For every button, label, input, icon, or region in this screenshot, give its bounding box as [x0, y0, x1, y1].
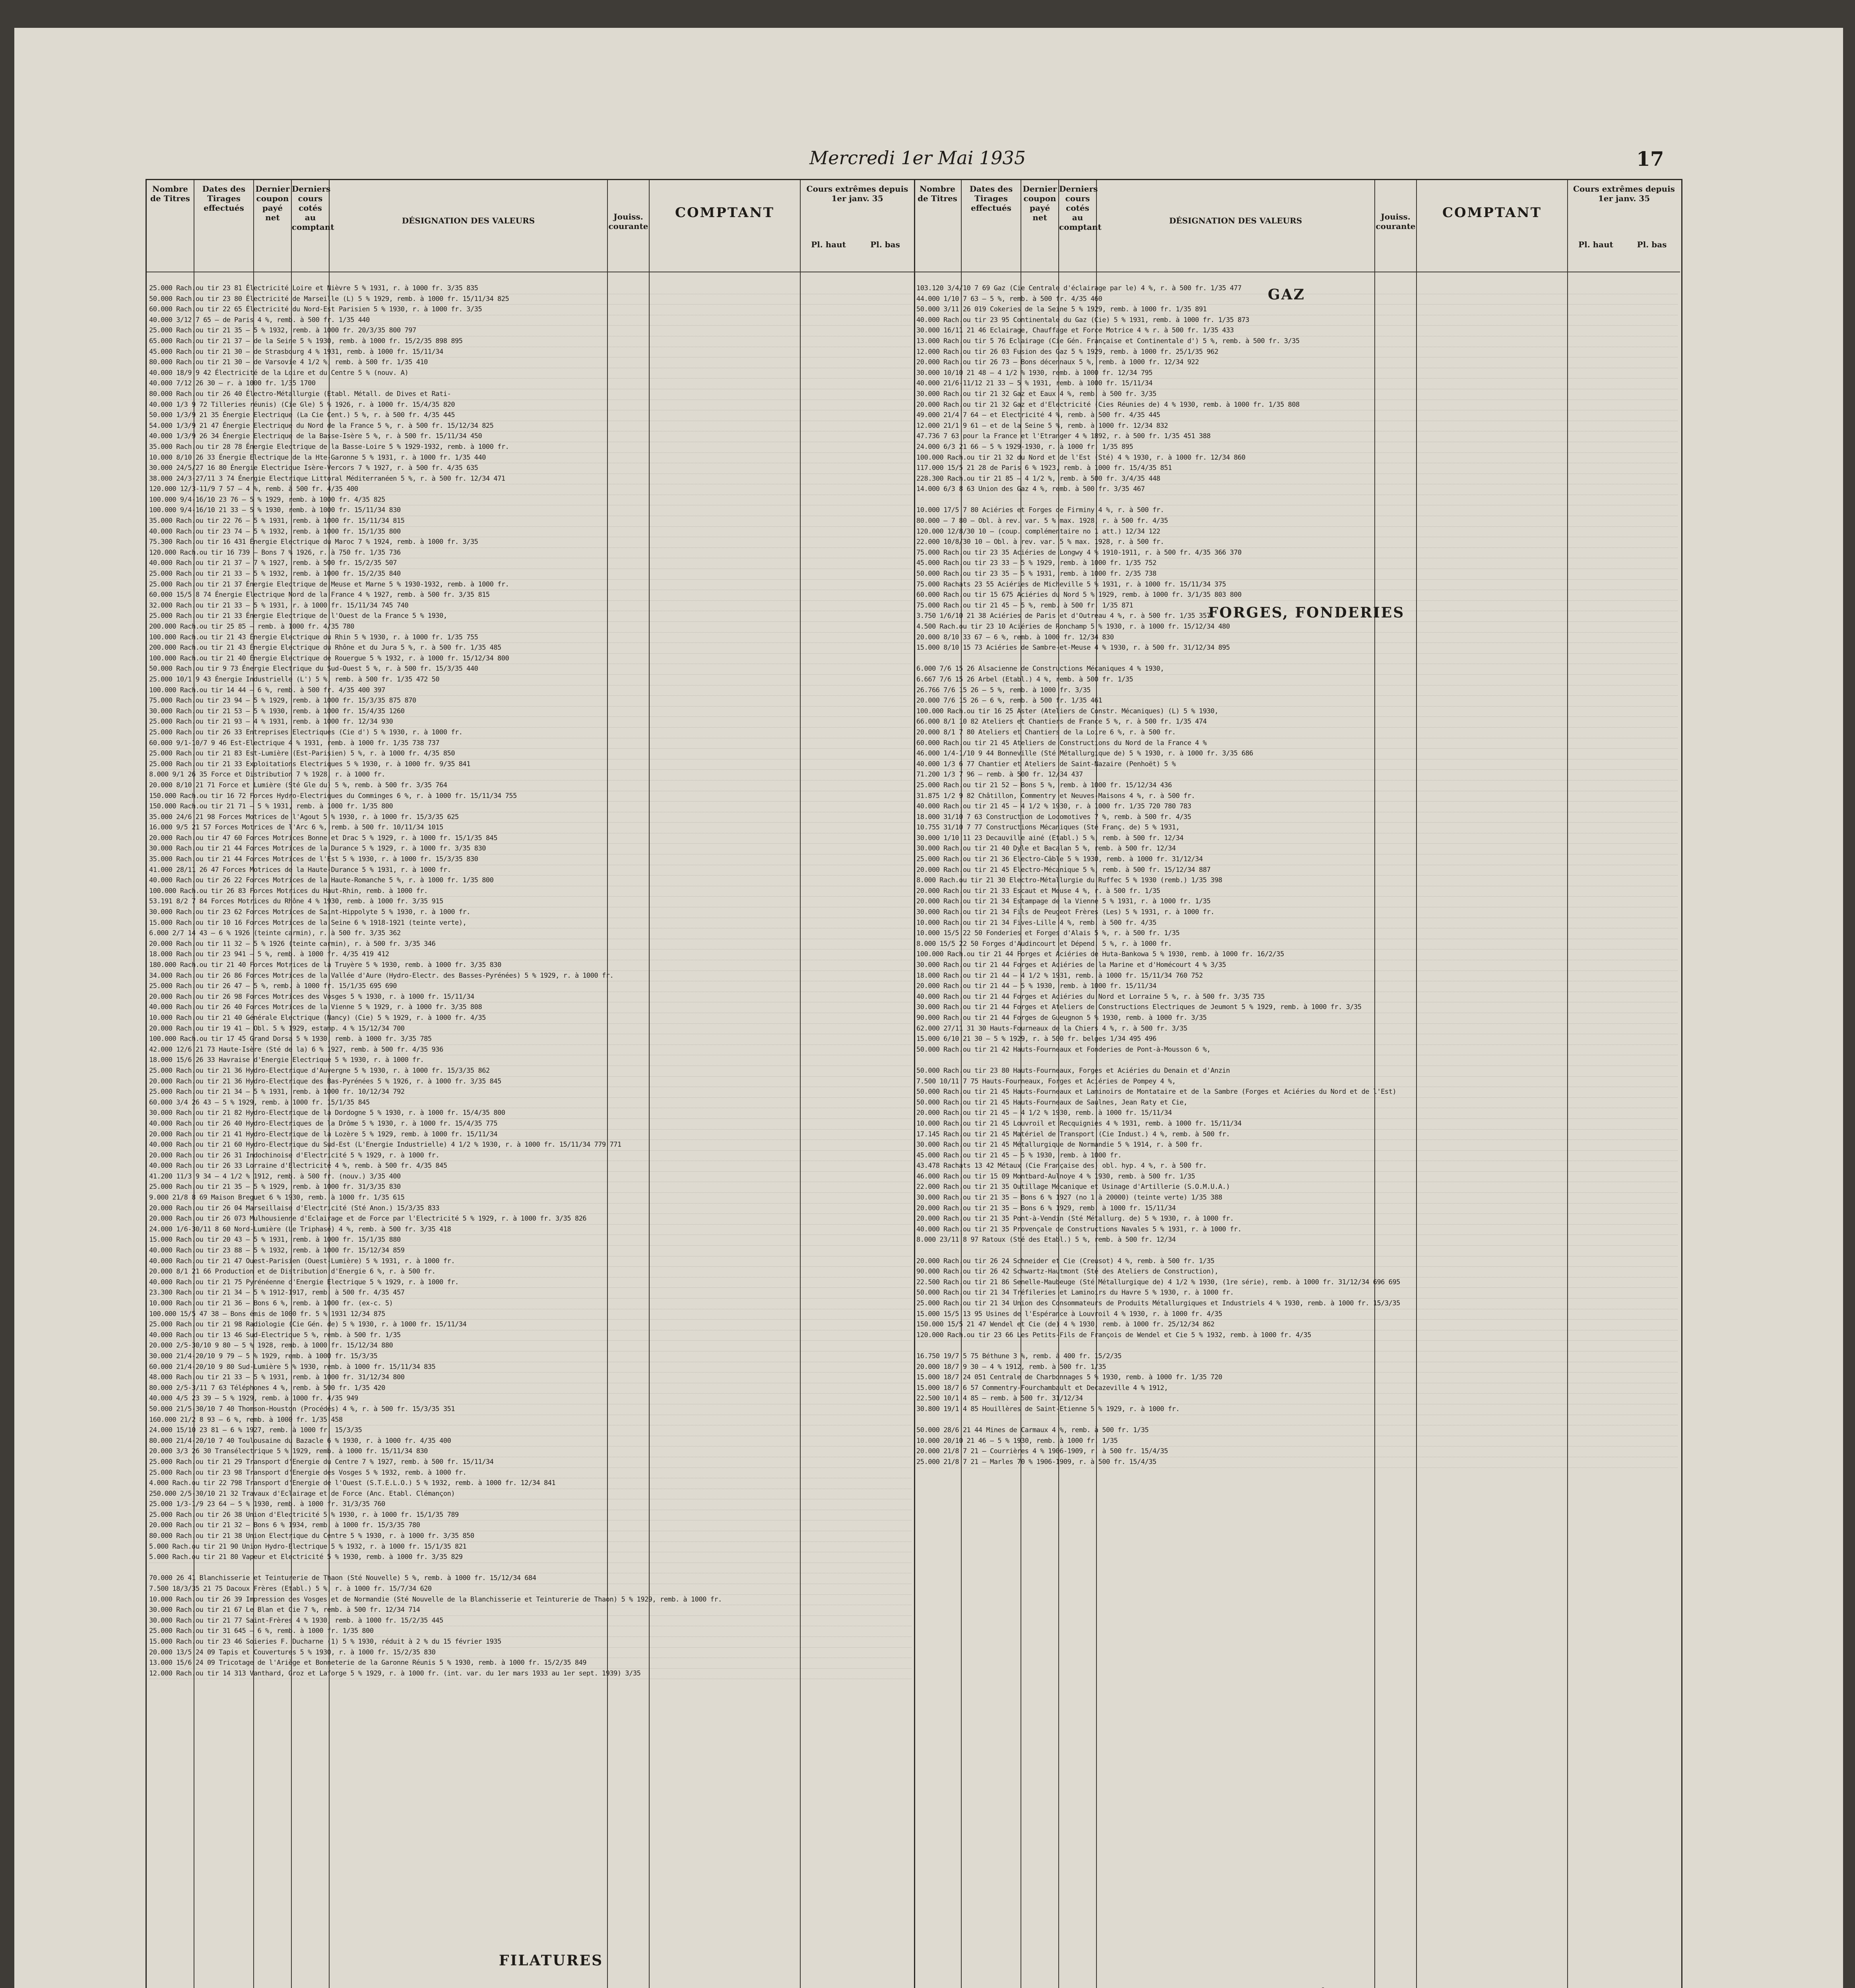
table-row: 8.000 9/1 26 35 Force et Distribution 7 % 1928, r. à 1000 fr. [149, 770, 912, 780]
table-row: 50.000 Rach.ou tir 23 35 — 5 % 1931, remb. à 1000 fr. 2/35 738 [916, 569, 1678, 580]
table-row: 50.000 1/3/9 21 35 Énergie Electrique (La Cie Cent.) 5 %, r. à 500 fr. 4/35 445 [149, 410, 912, 421]
table-row: 10.000 17/5 7 80 Aciéries et Forges de Firminy 4 %, r. à 500 fr. [916, 505, 1678, 516]
table-row: 15.000 6/10 21 30 — 5 % 1929, r. à 500 fr. belges 1/34 495 496 [916, 1034, 1678, 1045]
column-header: Derniers cours cotés au comptant [1059, 184, 1102, 232]
table-row: 30.000 Rach.ou tir 21 44 Forges et Ateliers de Constructions Electriques de Jeumont 5 % 1929, remb. à 1000 fr. 3/35 [916, 1002, 1678, 1013]
table-row: 40.000 Rach.ou tir 23 74 — 5 % 1932, remb. à 1000 fr. 15/1/35 800 [149, 527, 912, 538]
table-row: 25.000 10/1 9 43 Énergie Industrielle (L') 5 %, remb. à 500 fr. 1/35 472 50 [149, 675, 912, 685]
table-row: 22.500 Rach.ou tir 21 86 Senelle-Maubeuge (Sté Métallurgique de) 4 1/2 % 1930, (1re série), remb. à 1000 fr. 31/12/34 696 695 [916, 1277, 1678, 1288]
table-row: 25.000 Rach.ou tir 21 93 — 4 % 1931, remb. à 1000 fr. 12/34 930 [149, 717, 912, 728]
table-row: 20.000 Rach.ou tir 21 45 Electro-Mécanique 5 %, remb. à 500 fr. 15/12/34 887 [916, 865, 1678, 876]
table-row: 13.000 15/6 24 09 Tricotage de l'Ariège et Bonneterie de la Garonne Réunis 5 % 1930, remb. à 1000 fr. 15/2/35 849 [149, 1658, 912, 1669]
table-row: 10.000 Rach.ou tir 26 39 Impression des Vosges et de Normandie (Sté Nouvelle de la Blanchisserie et Teinturerie de Thaon) 5 % 1929, remb. à 1000 fr. [149, 1595, 912, 1606]
table-row: 20.000 Rach.ou tir 21 32 — Bons 6 % 1934, remb. à 1000 fr. 15/3/35 780 [149, 1520, 912, 1531]
table-row: 60.000 Rach.ou tir 15 675 Aciéries du Nord 5 % 1929, remb. à 1000 fr. 3/1/35 803 800 [916, 590, 1678, 601]
table-row: 100.000 Rach.ou tir 26 83 Forces Motrices du Haut-Rhin, remb. à 1000 fr. [149, 886, 912, 897]
table-row: 17.145 Rach.ou tir 21 45 Matériel de Transport (Cie Indust.) 4 %, remb. à 500 fr. [916, 1130, 1678, 1140]
table-row: 6.667 7/6 15 26 Arbel (Etabl.) 4 %, remb. à 500 fr. 1/35 [916, 675, 1678, 685]
table-row: 24.000 1/6-30/11 8 60 Nord-Lumière (Le Triphasé) 4 %, remb. à 500 fr. 3/35 418 [149, 1225, 912, 1235]
table-row: 20.000 Rach.ou tir 26 24 Schneider et Cie (Creusot) 4 %, remb. à 500 fr. 1/35 [916, 1256, 1678, 1267]
table-row: 45.000 Rach.ou tir 21 45 — 5 % 1930, remb. à 1000 fr. [916, 1151, 1678, 1161]
table-row: 32.000 Rach.ou tir 21 33 — 5 % 1931, r. à 1000 fr. 15/11/34 745 740 [149, 601, 912, 612]
table-row: 25.000 Rach.ou tir 26 47 — 5 %, remb. à 1000 fr. 15/1/35 695 690 [149, 981, 912, 992]
table-row: 100.000 Rach.ou tir 21 43 Énergie Electrique du Rhin 5 % 1930, r. à 1000 fr. 1/35 755 [149, 633, 912, 643]
table-row: 60.000 21/4-20/10 9 80 Sud-Lumière 5 % 1930, remb. à 1000 fr. 15/11/34 835 [149, 1362, 912, 1373]
right-half-table [914, 180, 1680, 1988]
table-row: 42.000 12/6 21 73 Haute-Isère (Sté de la) 6 % 1927, remb. à 500 fr. 4/35 936 [149, 1045, 912, 1056]
table-row: 20.000 18/7 9 30 — 4 % 1912, remb. à 500 fr. 1/35 [916, 1362, 1678, 1373]
table-row: 15.000 Rach.ou tir 20 43 — 5 % 1931, remb. à 1000 fr. 15/1/35 880 [149, 1235, 912, 1246]
table-row: 20.000 Rach.ou tir 26 98 Forces Motrices des Vosges 5 % 1930, r. à 1000 fr. 15/11/34 [149, 992, 912, 1003]
table-row [916, 654, 1678, 664]
table-row: 5.000 Rach.ou tir 21 80 Vapeur et Electricité 5 % 1930, remb. à 1000 fr. 3/35 829 [149, 1552, 912, 1563]
table-row: 35.000 Rach.ou tir 21 44 Forces Motrices de l'Est 5 % 1930, r. à 1000 fr. 15/3/35 830 [149, 854, 912, 865]
table-row: 54.000 1/3/9 21 47 Énergie Electrique du Nord de la France 5 %, r. à 500 fr. 15/12/34 825 [149, 421, 912, 432]
table-row: 40.000 Rach.ou tir 21 60 Hydro-Electrique du Sud-Est (L'Energie Industrielle) 4 1/2 % 1930, r. à 1000 fr. 15/11/34 779 771 [149, 1140, 912, 1151]
table-row: 8.000 Rach.ou tir 21 30 Electro-Métallurgie du Ruffec 5 % 1930 (remb.) 1/35 398 [916, 876, 1678, 886]
table-row: 60.000 Rach.ou tir 22 65 Électricité du Nord-Est Parisien 5 % 1930, r. à 1000 fr. 3/35 [149, 305, 912, 315]
table-row: 25.000 Rach.ou tir 21 33 Exploitations Electriques 5 % 1930, r. à 1000 fr. 9/35 841 [149, 759, 912, 770]
table-row: 15.000 Rach.ou tir 23 46 Soieries F. Ducharne (1) 5 % 1930, réduit à 2 % du 15 février 1935 [149, 1637, 912, 1648]
table-row: 30.000 Rach.ou tir 21 45 Métallurgique de Normandie 5 % 1914, r. à 500 fr. [916, 1140, 1678, 1151]
table-row: 35.000 Rach.ou tir 22 76 — 5 % 1931, remb. à 1000 fr. 15/11/34 815 [149, 516, 912, 527]
table-row: 50.000 3/11 26 019 Cokeries de la Seine 5 % 1929, remb. à 1000 fr. 1/35 891 [916, 305, 1678, 315]
table-row: 60.000 15/5 8 74 Énergie Electrique Nord de la France 4 % 1927, remb. à 500 fr. 3/35 815 [149, 590, 912, 601]
table-row: 12.000 21/1 9 61 — et de la Seine 5 %, remb. à 1000 fr. 12/34 832 [916, 421, 1678, 432]
table-row: 150.000 Rach.ou tir 21 71 — 5 % 1931, remb. à 1000 fr. 1/35 800 [149, 802, 912, 812]
table-row: 40.000 1/3/9 26 34 Énergie Electrique de la Basse-Isère 5 %, r. à 500 fr. 15/11/34 450 [149, 431, 912, 442]
table-row: 20.000 Rach.ou tir 21 44 — 5 % 1930, remb. à 1000 fr. 15/11/34 [916, 981, 1678, 992]
column-header: Dernier coupon payé net [1023, 184, 1057, 222]
table-row: 25.000 1/3-1/9 23 64 — 5 % 1930, remb. à 1000 fr. 31/3/35 760 [149, 1499, 912, 1510]
table-row: 18.000 31/10 7 63 Construction de Locomotives 7 %, remb. à 500 fr. 4/35 [916, 812, 1678, 823]
table-row: 40.000 4/5 23 39 — 5 % 1929, remb. à 1000 fr. 4/35 949 [149, 1394, 912, 1404]
table-row: 20.000 Rach.ou tir 19 41 — Obl. 5 % 1929, estamp. 4 % 15/12/34 700 [149, 1024, 912, 1035]
table-row: 10.000 Rach.ou tir 21 40 Générale Electrique (Nancy) (Cie) 5 % 1929, r. à 1000 fr. 4/35 [149, 1013, 912, 1024]
table-row: 16.000 9/5 21 57 Forces Motrices de l'Arc 6 %, remb. à 500 fr. 10/11/34 1015 [149, 823, 912, 833]
table-row: 80.000 21/4-20/10 7 40 Toulousaine du Bazacle 6 % 1930, r. à 1000 fr. 4/35 400 [149, 1436, 912, 1447]
table-row: 26.766 7/6 15 26 — 5 %, remb. à 1000 fr. 3/35 [916, 685, 1678, 696]
table-row: 10.000 8/10 26 33 Énergie Electrique de la Hte-Garonne 5 % 1931, r. à 1000 fr. 1/35 440 [149, 453, 912, 464]
table-row: 25.000 Rach.ou tir 21 98 Radiologie (Cie Gén. de) 5 % 1930, r. à 1000 fr. 15/11/34 [149, 1320, 912, 1330]
section-forges: FORGES, FONDERIES [1208, 604, 1405, 621]
table-row: 100.000 Rach.ou tir 16 25 Aster (Ateliers de Constr. Mécaniques) (L) 5 % 1930, [916, 707, 1678, 717]
table-row: 30.000 Rach.ou tir 21 67 Le Blan et Cie 7 %, remb. à 500 fr. 12/34 714 [149, 1605, 912, 1616]
table-row: 75.000 Rach.ou tir 21 45 — 5 %, remb. à 500 fr. 1/35 871 [916, 601, 1678, 612]
table-row: 100.000 9/4-16/10 23 76 — 5 % 1929, remb. à 1000 fr. 4/35 825 [149, 495, 912, 506]
table-row: 25.000 Rach.ou tir 21 36 Electro-Câble 5 % 1930, remb. à 1000 fr. 31/12/34 [916, 854, 1678, 865]
table-row: 18.000 Rach.ou tir 21 44 — 4 1/2 % 1931, remb. à 1000 fr. 15/11/34 760 752 [916, 971, 1678, 982]
table-row: 12.000 Rach.ou tir 14 313 Vanthard, Groz et Laforge 5 % 1929, r. à 1000 fr. (int. var. du 1er mars 1933 au 1er sept. 1939) 3/35 [149, 1669, 912, 1679]
table-row: 75.000 Rach.ou tir 23 94 — 5 % 1929, remb. à 1000 fr. 15/3/35 875 870 [149, 696, 912, 707]
table-row: 38.000 24/3-27/11 3 74 Énergie Electrique Littoral Méditerranéen 5 %, r. à 500 fr. 12/34 471 [149, 474, 912, 485]
table-row: 25.000 Rach.ou tir 31 645 — 6 %, remb. à 1000 fr. 1/35 800 [149, 1626, 912, 1637]
table-row: 40.000 Rach.ou tir 21 37 — 7 % 1927, remb. à 500 fr. 15/2/35 507 [149, 558, 912, 569]
table-row: 50.000 Rach.ou tir 21 34 Tréfileries et Laminoirs du Havre 5 % 1930, r. à 1000 fr. [916, 1288, 1678, 1299]
column-header: Pl. bas [870, 240, 900, 249]
column-header: Derniers cours cotés au comptant [292, 184, 334, 232]
securities-table [146, 179, 1682, 1988]
table-row: 40.000 Rach.ou tir 13 46 Sud-Electrique 5 %, remb. à 500 fr. 1/35 [149, 1330, 912, 1341]
table-row: 8.000 15/5 22 50 Forges d'Audincourt et Dépend. 5 %, r. à 1000 fr. [916, 939, 1678, 950]
left-half-table [147, 180, 915, 1988]
table-row: 25.000 Rach.ou tir 21 37 Énergie Electrique de Meuse et Marne 5 % 1930-1932, remb. à 1000 fr. [149, 580, 912, 590]
table-row: 25.000 Rach.ou tir 23 81 Électricité Loire et Nièvre 5 % 1931, r. à 1000 fr. 3/35 835 [149, 283, 912, 294]
table-row: 20.000 Rach.ou tir 26 04 Marseillaise d'Electricité (Sté Anon.) 15/3/35 833 [149, 1204, 912, 1214]
table-row: 40.000 3/12 7 65 — de Paris 4 %, remb. à 500 fr. 1/35 440 [149, 315, 912, 326]
table-row: 65.000 Rach.ou tir 21 37 — de la Seine 5 % 1930, remb. à 1000 fr. 15/2/35 898 895 [149, 336, 912, 347]
table-row: 48.000 Rach.ou tir 21 33 — 5 % 1931, remb. à 1000 fr. 31/12/34 800 [149, 1373, 912, 1383]
table-row [916, 1246, 1678, 1256]
table-row [916, 1055, 1678, 1066]
table-row: 20.000 Rach.ou tir 21 33 Escaut et Meuse 4 %, r. à 500 fr. 1/35 [916, 886, 1678, 897]
table-row: 16.750 19/7 5 75 Béthune 3 %, remb. à 400 fr. 15/2/35 [916, 1351, 1678, 1362]
table-row: 40.000 Rach.ou tir 21 44 Forges et Aciéries du Nord et Lorraine 5 %, r. à 500 fr. 3/35 735 [916, 992, 1678, 1003]
table-row: 25.000 Rach.ou tir 21 29 Transport d'Energie du Centre 7 % 1927, remb. à 500 fr. 15/11/34 [149, 1457, 912, 1468]
table-row: 3.750 1/6/10 21 38 Aciéries de Paris et d'Outreau 4 %, r. à 500 fr. 1/35 357 [916, 611, 1678, 622]
table-row: 75.300 Rach.ou tir 16 431 Énergie Electrique du Maroc 7 % 1924, remb. à 1000 fr. 3/35 [149, 537, 912, 548]
column-header: Pl. bas [1637, 240, 1667, 249]
table-row: 80.000 Rach.ou tir 21 30 — de Varsovie 4 1/2 %, remb. à 500 fr. 1/35 410 [149, 357, 912, 368]
table-row: 25.000 Rach.ou tir 23 98 Transport d'Energie des Vosges 5 % 1932, remb. à 1000 fr. [149, 1468, 912, 1479]
table-row: 20.000 21/8 7 21 — Courrières 4 % 1906-1909, r. à 500 fr. 15/4/35 [916, 1446, 1678, 1457]
table-row: 100.000 15/5 47 38 — Bons émis de 1000 fr. 5 % 1931 12/34 875 [149, 1309, 912, 1320]
table-row: 180.000 Rach.ou tir 21 40 Forces Motrices de la Truyère 5 % 1930, remb. à 1000 fr. 3/35 830 [149, 960, 912, 971]
table-row: 20.000 Rach.ou tir 21 35 — Bons 6 % 1929, remb. à 1000 fr. 15/11/34 [916, 1204, 1678, 1214]
table-row: 12.000 Rach.ou tir 26 03 Fusion des Gaz 5 % 1929, remb. à 1000 fr. 25/1/35 962 [916, 347, 1678, 358]
table-row: 25.000 Rach.ou tir 21 34 Union des Consommateurs de Produits Métallurgiques et Industriels 4 % 1930, remb. à 1000 fr. 15/3/35 [916, 1299, 1678, 1309]
table-row: 30.000 16/11 21 46 Eclairage, Chauffage et Force Motrice 4 % r. à 500 fr. 1/35 433 [916, 326, 1678, 336]
column-header: COMPTANT [675, 205, 775, 221]
table-row: 25.000 Rach.ou tir 21 36 Hydro-Electrique d'Auvergne 5 % 1930, r. à 1000 fr. 15/3/35 862 [149, 1066, 912, 1077]
table-row: 20.000 Rach.ou tir 21 36 Hydro-Electrique des Bas-Pyrénées 5 % 1926, r. à 1000 fr. 3/35 845 [149, 1077, 912, 1087]
table-row: 100.000 9/4-16/10 21 33 — 5 % 1930, remb. à 1000 fr. 15/11/34 830 [149, 505, 912, 516]
table-row: 31.875 1/2 9 82 Châtillon, Commentry et Neuves-Maisons 4 %, r. à 500 fr. [916, 791, 1678, 802]
table-row: 40.000 Rach.ou tir 23 95 Continentale du Gaz (Cie) 5 % 1931, remb. à 1000 fr. 1/35 873 [916, 315, 1678, 326]
table-row: 10.755 31/10 7 77 Constructions Mécaniques (Sté Franç. de) 5 % 1931, [916, 823, 1678, 833]
table-row: 90.000 Rach.ou tir 21 44 Forges de Gueugnon 5 % 1930, remb. à 1000 fr. 3/35 [916, 1013, 1678, 1024]
table-row: 10.000 Rach.ou tir 21 45 Louvroil et Recquignies 4 % 1931, remb. à 1000 fr. 15/11/34 [916, 1119, 1678, 1130]
table-row: 40.000 Rach.ou tir 26 22 Forces Motrices de la Haute-Romanche 5 %, r. à 1000 fr. 1/35 800 [149, 876, 912, 886]
table-row: 62.000 27/11 31 30 Hauts-Fourneaux de la Chiers 4 %, r. à 500 fr. 3/35 [916, 1024, 1678, 1035]
column-header: Cours extrêmes depuis 1er janv. 35 [806, 184, 908, 203]
column-header: Pl. haut [811, 240, 846, 249]
table-row: 24.000 6/3 21 66 — 5 % 1929-1930, r. à 1000 fr. 1/35 895 [916, 442, 1678, 453]
table-row: 100.000 Rach.ou tir 21 40 Énergie Electrique de Rouergue 5 % 1932, r. à 1000 fr. 15/12/34 800 [149, 654, 912, 664]
table-row: 250.000 2/5-30/10 21 32 Travaux d'Eclairage et de Force (Anc. Etabl. Clémançon) [149, 1489, 912, 1500]
table-row: 50.000 Rach.ou tir 21 45 Hauts-Fourneaux de Saulnes, Jean Raty et Cie, [916, 1098, 1678, 1109]
table-row: 40.000 Rach.ou tir 21 35 Provençale de Constructions Navales 5 % 1931, r. à 1000 fr. [916, 1225, 1678, 1235]
table-row: 6.000 2/7 14 43 — 6 % 1926 (teinte carmin), r. à 500 fr. 3/35 362 [149, 928, 912, 939]
table-row: 20.000 8/10 21 71 Force et Lumière (Sté Gle du) 5 %, remb. à 500 fr. 3/35 764 [149, 780, 912, 791]
table-row: 150.000 Rach.ou tir 16 72 Forces Hydro-Electriques du Comminges 6 %, r. à 1000 fr. 15/11/34 755 [149, 791, 912, 802]
column-header: Jouiss. courante [1376, 212, 1416, 231]
table-row: 23.300 Rach.ou tir 21 34 — 5 % 1912-1917, remb. à 500 fr. 4/35 457 [149, 1288, 912, 1299]
table-row: 20.000 Rach.ou tir 21 32 Gaz et d'Electricité (Cies Réunies de) 4 % 1930, remb. à 1000 fr. 1/35 808 [916, 400, 1678, 411]
table-row: 34.000 Rach.ou tir 26 86 Forces Motrices de la Vallée d'Aure (Hydro-Electr. des Basses-Pyrénées) 5 % 1929, r. à 1000 fr. [149, 971, 912, 982]
table-row: 46.000 1/4-1/10 9 44 Bonneville (Sté Métallurgique de) 5 % 1930, r. à 1000 fr. 3/35 686 [916, 749, 1678, 759]
table-row: 160.000 21/2 8 93 — 6 %, remb. à 1000 fr. 1/35 458 [149, 1415, 912, 1426]
column-header: Cours extrêmes depuis 1er janv. 35 [1573, 184, 1675, 203]
table-row: 40.000 18/9 9 42 Électricité de la Loire et du Centre 5 % (nouv. A) [149, 368, 912, 379]
table-row: 30.000 10/10 21 48 — 4 1/2 % 1930, remb. à 1000 fr. 12/34 795 [916, 368, 1678, 379]
section-filatures: FILATURES [499, 1952, 603, 1969]
table-row: 200.000 Rach.ou tir 25 85 — remb. à 1000 fr. 4/35 780 [149, 622, 912, 633]
table-row: 60.000 Rach.ou tir 21 45 Ateliers de Constructions du Nord de la France 4 % [916, 738, 1678, 749]
table-row: 60.000 3/4 26 43 — 5 % 1929, remb. à 1000 fr. 15/1/35 845 [149, 1098, 912, 1109]
table-row: 50.000 Rach.ou tir 23 80 Électricité de Marseille (L) 5 % 1929, remb. à 1000 fr. 15/11/34 825 [149, 294, 912, 305]
table-row: 25.000 Rach.ou tir 21 33 Énergie Electrique de l'Ouest de la France 5 % 1930, [149, 611, 912, 622]
table-row: 25.000 Rach.ou tir 26 38 Union d'Electricité 5 % 1930, r. à 1000 fr. 15/1/35 789 [149, 1510, 912, 1521]
table-row: 50.000 Rach.ou tir 9 73 Énergie Electrique du Sud-Ouest 5 %, r. à 500 fr. 15/3/35 440 [149, 664, 912, 675]
table-row: 200.000 Rach.ou tir 21 43 Énergie Electrique du Rhône et du Jura 5 %, r. à 500 fr. 1/35 485 [149, 643, 912, 654]
table-row: 40.000 Rach.ou tir 21 47 Ouest-Parisien (Ouest-Lumière) 5 % 1931, r. à 1000 fr. [149, 1256, 912, 1267]
table-row: 50.000 Rach.ou tir 21 42 Hauts-Fourneaux et Fonderies de Pont-à-Mousson 6 %, [916, 1045, 1678, 1056]
table-row: 40.000 1/3 6 77 Chantier et Ateliers de Saint-Nazaire (Penhoët) 5 % [916, 759, 1678, 770]
column-header: DÉSIGNATION DES VALEURS [1169, 216, 1302, 225]
table-row: 30.000 Rach.ou tir 21 44 Forges et Aciéries de la Marine et d'Homécourt 4 % 3/35 [916, 960, 1678, 971]
table-row: 25.000 Rach.ou tir 21 35 — 5 % 1929, remb. à 1000 fr. 31/3/35 830 [149, 1182, 912, 1193]
table-row: 80.000 Rach.ou tir 21 38 Union Electrique du Centre 5 % 1930, r. à 1000 fr. 3/35 850 [149, 1531, 912, 1542]
table-row: 5.000 Rach.ou tir 21 90 Union Hydro-Electrique 5 % 1932, r. à 1000 fr. 15/1/35 821 [149, 1542, 912, 1553]
table-row: 35.000 Rach.ou tir 28 78 Énergie Electrique de la Basse-Loire 5 % 1929-1932, remb. à 1000 fr. [149, 442, 912, 453]
table-row: 103.120 3/4/10 7 69 Gaz (Cie Centrale d'éclairage par le) 4 %, r. à 500 fr. 1/35 477 [916, 283, 1678, 294]
table-row: 15.000 18/7 24 051 Centrale de Charbonnages 5 % 1930, remb. à 1000 fr. 1/35 720 [916, 1373, 1678, 1383]
table-row: 4.000 Rach.ou tir 22 798 Transport d'Energie de l'Ouest (S.T.E.L.O.) 5 % 1932, remb. à 1000 fr. 12/34 841 [149, 1478, 912, 1489]
table-row: 40.000 Rach.ou tir 26 40 Hydro-Electriques de la Drôme 5 % 1930, r. à 1000 fr. 15/4/35 775 [149, 1119, 912, 1130]
table-row: 30.000 Rach.ou tir 21 77 Saint-Frères 4 % 1930, remb. à 1000 fr. 15/2/35 445 [149, 1616, 912, 1627]
table-row: 40.000 1/3 9 72 Tilleries réunis) (Cie Gle) 5 % 1926, r. à 1000 fr. 15/4/35 820 [149, 400, 912, 411]
table-row: 120.000 12/3-11/9 7 57 — 4 %, remb. à 500 fr. 4/35 400 [149, 484, 912, 495]
table-row: 43.478 Rachats 13 42 Métaux (Cie Française des) obl. hyp. 4 %, r. à 500 fr. [916, 1161, 1678, 1172]
left-rows [149, 283, 912, 1679]
table-row: 15.000 18/7 6 57 Commentry-Fourchambault et Decazeville 4 % 1912, [916, 1383, 1678, 1394]
table-row: 30.000 Rach.ou tir 21 34 Fils de Peugeot Frères (Les) 5 % 1931, r. à 1000 fr. [916, 907, 1678, 918]
table-row: 45.000 Rach.ou tir 23 33 — 5 % 1929, remb. à 1000 fr. 1/35 752 [916, 558, 1678, 569]
table-row: 75.000 Rach.ou tir 23 35 Aciéries de Longwy 4 % 1910-1911, r. à 500 fr. 4/35 366 370 [916, 548, 1678, 559]
table-row: 15.000 8/10 15 73 Aciéries de Sambre-et-Meuse 4 % 1930, r. à 500 fr. 31/12/34 895 [916, 643, 1678, 654]
table-row: 35.000 24/6 21 98 Forces Motrices de l'Agout 5 % 1930, r. à 1000 fr. 15/3/35 625 [149, 812, 912, 823]
table-row: 80.000 Rach.ou tir 26 40 Électro-Métallurgie (Etabl. Métall. de Dives et Rati- [149, 389, 912, 400]
table-row: 20.000 Rach.ou tir 11 32 — 5 % 1926 (teinte carmin), r. à 500 fr. 3/35 346 [149, 939, 912, 950]
table-row: 30.000 21/4-20/10 9 79 — 5 % 1929, remb. à 1000 fr. 15/3/35 [149, 1351, 912, 1362]
table-row: 25.000 Rach.ou tir 21 83 Est-Lumière (Est-Parisien) 5 %, r. à 1000 fr. 4/35 850 [149, 749, 912, 759]
table-row: 47.736 7 63 pour la France et l'Etranger 4 % 1892, r. à 500 fr. 1/35 451 388 [916, 431, 1678, 442]
right-rows [916, 283, 1678, 1468]
table-row: 53.191 8/2 7 84 Forces Motrices du Rhône 4 % 1930, remb. à 1000 fr. 3/35 915 [149, 897, 912, 907]
table-row: 40.000 7/12 26 30 — r. à 1000 fr. 1/35 1700 [149, 379, 912, 389]
table-row: 50.000 21/5-30/10 7 40 Thomson-Houston (Procédés) 4 %, r. à 500 fr. 15/3/35 351 [149, 1404, 912, 1415]
table-row: 10.000 Rach.ou tir 21 34 Fives-Lille 4 %, remb. à 500 fr. 4/35 [916, 918, 1678, 929]
table-row: 7.500 18/3/35 21 75 Dacoux Frères (Etabl.) 5 %, r. à 1000 fr. 15/7/34 620 [149, 1584, 912, 1595]
page-date: Mercredi 1er Mai 1935 [809, 147, 1026, 169]
table-row: 22.500 10/1 4 85 — remb. à 500 fr. 31/12/34 [916, 1394, 1678, 1404]
table-row: 25.000 Rach.ou tir 21 52 — Bons 5 %, remb. à 1000 fr. 15/12/34 436 [916, 780, 1678, 791]
table-row: 20.000 8/1 7 80 Ateliers et Chantiers de la Loire 6 %, r. à 500 fr. [916, 728, 1678, 738]
table-row: 117.000 15/5 21 28 de Paris 6 % 1923, remb. à 1000 fr. 15/4/35 851 [916, 463, 1678, 474]
table-row: 25.000 Rach.ou tir 21 34 — 5 % 1931, remb. à 1000 fr. 10/12/34 792 [149, 1087, 912, 1098]
table-row: 10.000 Rach.ou tir 21 36 — Bons 6 %, remb. à 1000 fr. (ex-c. 5) [149, 1299, 912, 1309]
column-header: Dates des Tirages effectués [969, 184, 1013, 213]
table-row: 30.000 Rach.ou tir 21 53 — 5 % 1930, remb. à 1000 fr. 15/4/35 1260 [149, 707, 912, 717]
table-row: 8.000 23/11 8 97 Ratoux (Sté des Etabl.) 5 %, remb. à 500 fr. 12/34 [916, 1235, 1678, 1246]
table-row: 30.000 Rach.ou tir 21 35 — Bons 6 % 1927 (no 1 à 20000) (teinte verte) 1/35 388 [916, 1193, 1678, 1204]
table-row: 20.000 8/1 21 66 Production et de Distribution d'Energie 6 %, r. à 500 fr. [149, 1267, 912, 1277]
table-row: 40.000 Rach.ou tir 23 88 — 5 % 1932, remb. à 1000 fr. 15/12/34 859 [149, 1246, 912, 1256]
table-row: 20.000 Rach.ou tir 21 41 Hydro-Electrique de la Lozère 5 % 1929, remb. à 1000 fr. 15/11/34 [149, 1130, 912, 1140]
table-row: 15.000 Rach.ou tir 10 16 Forces Motrices de la Seine 6 % 1918-1921 (teinte verte), [149, 918, 912, 929]
page-number: 17 [1636, 147, 1664, 171]
table-row: 10.000 20/10 21 46 — 5 % 1930, remb. à 1000 fr. 1/35 [916, 1436, 1678, 1447]
table-row: 228.300 Rach.ou tir 21 85 — 4 1/2 %, remb. à 500 fr. 3/4/35 448 [916, 474, 1678, 485]
table-row: 40.000 21/6-11/12 21 33 — 5 % 1931, remb. à 1000 fr. 15/11/34 [916, 379, 1678, 389]
table-row: 10.000 15/5 22 50 Fonderies et Forges d'Alais 5 %, r. à 500 fr. 1/35 [916, 928, 1678, 939]
table-row: 40.000 Rach.ou tir 21 75 Pyrénéenne d'Energie Electrique 5 % 1929, r. à 1000 fr. [149, 1277, 912, 1288]
table-row: 30.000 Rach.ou tir 21 40 Dyle et Bacalan 5 %, remb. à 500 fr. 12/34 [916, 844, 1678, 854]
table-row: 41.200 11/3 9 34 — 4 1/2 % 1912, remb. à 500 fr. (nouv.) 3/35 400 [149, 1172, 912, 1182]
table-row: 20.000 Rach.ou tir 21 34 Estampage de la Vienne 5 % 1931, r. à 1000 fr. 1/35 [916, 897, 1678, 907]
table-row: 20.000 7/6 15 26 — 6 %, remb. à 500 fr. 1/35 461 [916, 696, 1678, 707]
table-row: 20.000 Rach.ou tir 21 45 — 4 1/2 % 1930, remb. à 1000 fr. 15/11/34 [916, 1108, 1678, 1119]
column-header: DÉSIGNATION DES VALEURS [402, 216, 535, 225]
table-row [149, 1563, 912, 1574]
table-row: 66.000 8/1 10 82 Ateliers et Chantiers de France 5 %, r. à 500 fr. 1/35 474 [916, 717, 1678, 728]
table-row: 15.000 15/5 13 95 Usines de l'Espérance à Louvroil 4 % 1930, r. à 1000 fr. 4/35 [916, 1309, 1678, 1320]
table-row: 120.000 Rach.ou tir 23 66 Les Petits-Fils de François de Wendel et Cie 5 % 1932, remb. à 1000 fr. 4/35 [916, 1330, 1678, 1341]
column-header: Dernier coupon payé net [255, 184, 290, 222]
section-gaz: GAZ [1268, 286, 1305, 303]
table-row: 100.000 Rach.ou tir 21 32 du Nord et de l'Est (Sté) 4 % 1930, r. à 1000 fr. 12/34 860 [916, 453, 1678, 464]
table-row: 80.000 — 7 80 — Obl. à rev. var. 5 % max. 1928, r. à 500 fr. 4/35 [916, 516, 1678, 527]
table-row: 30.800 19/1 4 85 Houillères de Saint-Etienne 5 % 1929, r. à 1000 fr. [916, 1404, 1678, 1415]
column-header: Dates des Tirages effectués [202, 184, 246, 213]
column-header: Pl. haut [1578, 240, 1613, 249]
table-row: 6.000 7/6 15 26 Alsacienne de Constructions Mécaniques 4 % 1930, [916, 664, 1678, 675]
table-row: 30.000 24/5/27 16 80 Énergie Electrique Isère-Vercors 7 % 1927, r. à 500 fr. 4/35 635 [149, 463, 912, 474]
table-row: 18.000 Rach.ou tir 23 941 — 5 %, remb. à 1000 fr. 4/35 419 412 [149, 949, 912, 960]
table-row: 20.000 Rach.ou tir 26 073 Mulhousienne d'Eclairage et de Force par l'Electricité 5 % 1929, r. à 1000 fr. 3/35 826 [149, 1214, 912, 1225]
table-row: 25.000 Rach.ou tir 21 35 — 5 % 1932, remb. à 1000 fr. 20/3/35 800 797 [149, 326, 912, 336]
table-row: 100.000 Rach.ou tir 17 45 Grand Dorsa 5 % 1930, remb. à 1000 fr. 3/35 785 [149, 1034, 912, 1045]
table-row: 46.000 Rach.ou tir 15 09 Montbard-Aulnoye 4 % 1930, remb. à 500 fr. 1/35 [916, 1172, 1678, 1182]
table-row: 80.000 2/5-3/11 7 63 Téléphones 4 %, remb. à 500 fr. 1/35 420 [149, 1383, 912, 1394]
table-row: 120.000 12/8/30 10 — (coup. complémentaire no 1 att.) 12/34 122 [916, 527, 1678, 538]
table-row [916, 1415, 1678, 1426]
table-row: 50.000 28/6 21 44 Mines de Carmaux 4 %, remb. à 500 fr. 1/35 [916, 1425, 1678, 1436]
column-header: Jouiss. courante [608, 212, 648, 231]
table-row: 13.000 Rach.ou tir 5 76 Eclairage (Cie Gén. Française et Continentale d') 5 %, remb. à 500 fr. 3/35 [916, 336, 1678, 347]
table-row: 20.000 Rach.ou tir 47 60 Forces Motrices Bonne et Drac 5 % 1929, r. à 1000 fr. 15/1/35 845 [149, 833, 912, 844]
table-row: 30.000 Rach.ou tir 21 44 Forces Motrices de la Durance 5 % 1929, r. à 1000 fr. 3/35 830 [149, 844, 912, 854]
table-row [916, 1341, 1678, 1351]
table-row: 20.000 2/5-30/10 9 80 — 5 % 1928, remb. à 1000 fr. 15/12/34 880 [149, 1341, 912, 1351]
table-row: 45.000 Rach.ou tir 21 30 — de Strasbourg 4 % 1931, remb. à 1000 fr. 15/11/34 [149, 347, 912, 358]
table-row: 50.000 Rach.ou tir 21 45 Hauts-Fourneaux et Laminoirs de Montataire et de la Sambre (Forges et Aciéries du Nord et de l'Est) [916, 1087, 1678, 1098]
table-row: 30.000 Rach.ou tir 21 82 Hydro-Electrique de la Dordogne 5 % 1930, r. à 1000 fr. 15/4/35 800 [149, 1108, 912, 1119]
table-row: 20.000 13/5 24 09 Tapis et Couvertures 5 % 1930, r. à 1000 fr. 15/2/35 830 [149, 1648, 912, 1658]
table-row: 20.000 Rach.ou tir 21 35 Pont-à-Vendin (Sté Métallurg. de) 5 % 1930, r. à 1000 fr. [916, 1214, 1678, 1225]
table-row: 25.000 Rach.ou tir 21 33 — 5 % 1932, remb. à 1000 fr. 15/2/35 840 [149, 569, 912, 580]
table-row: 14.000 6/3 8 63 Union des Gaz 4 %, remb. à 500 fr. 3/35 467 [916, 484, 1678, 495]
table-row: 60.000 9/1-10/7 9 46 Est-Electrique 4 % 1931, remb. à 1000 fr. 1/35 738 737 [149, 738, 912, 749]
table-row: 40.000 Rach.ou tir 26 33 Lorraine d'Electricité 4 %, remb. à 500 fr. 4/35 845 [149, 1161, 912, 1172]
table-row: 25.000 21/8 7 21 — Marles 70 % 1906-1909, r. à 500 fr. 15/4/35 [916, 1457, 1678, 1468]
table-row: 4.500 Rach.ou tir 23 10 Aciéries de Ronchamp 5 % 1930, r. à 1000 fr. 15/12/34 480 [916, 622, 1678, 633]
table-row: 30.000 1/10 11 23 Decauville ainé (Etabl.) 5 %, remb. à 500 fr. 12/34 [916, 833, 1678, 844]
table-row: 49.000 21/4 7 64 — et Electricité 4 %, remb. à 500 fr. 4/35 445 [916, 410, 1678, 421]
table-row: 20.000 3/3 26 30 Transélectrique 5 % 1929, remb. à 1000 fr. 15/11/34 830 [149, 1446, 912, 1457]
table-row: 20.000 Rach.ou tir 26 31 Indochinoise d'Electricité 5 % 1929, r. à 1000 fr. [149, 1151, 912, 1161]
table-row [916, 495, 1678, 506]
table-row: 50.000 Rach.ou tir 23 80 Hauts-Fourneaux, Forges et Aciéries du Denain et d'Anzin [916, 1066, 1678, 1077]
table-row: 22.000 10/8/30 10 — Obl. à rev. var. 5 % max. 1928, r. à 500 fr. [916, 537, 1678, 548]
table-row: 41.000 28/11 26 47 Forces Motrices de la Haute-Durance 5 % 1931, r. à 1000 fr. [149, 865, 912, 876]
page [14, 28, 1724, 1988]
table-row: 40.000 Rach.ou tir 26 40 Forces Motrices de la Vienne 5 % 1929, r. à 1000 fr. 3/35 808 [149, 1002, 912, 1013]
table-row: 18.000 15/6 26 33 Havraise d'Energie Electrique 5 % 1930, r. à 1000 fr. [149, 1055, 912, 1066]
table-row: 44.000 1/10 7 63 — 5 %, remb. à 500 fr. 4/35 460 [916, 294, 1678, 305]
table-row: 22.000 Rach.ou tir 21 35 Outillage Mécanique et Usinage d'Artillerie (S.O.M.U.A.) [916, 1182, 1678, 1193]
table-row: 40.000 Rach.ou tir 21 45 — 4 1/2 % 1930, r. à 1000 fr. 1/35 720 780 783 [916, 802, 1678, 812]
table-row: 90.000 Rach.ou tir 26 42 Schwartz-Hautmont (Sté des Ateliers de Construction), [916, 1267, 1678, 1277]
column-header: COMPTANT [1442, 205, 1542, 221]
table-row: 9.000 21/8 8 69 Maison Breguet 6 % 1930, remb. à 1000 fr. 1/35 615 [149, 1193, 912, 1204]
table-row: 70.000 26 41 Blanchisserie et Teinturerie de Thaon (Sté Nouvelle) 5 %, remb. à 1000 fr. 15/12/34 684 [149, 1573, 912, 1584]
newspaper-sheet [14, 28, 1843, 1988]
table-row: 20.000 Rach.ou tir 26 73 — Bons décennaux 5 %, remb. à 1000 fr. 12/34 922 [916, 357, 1678, 368]
column-header: Nombre de Titres [150, 184, 190, 203]
table-row: 71.200 1/3 7 96 — remb. à 500 fr. 12/34 437 [916, 770, 1678, 780]
table-row: 100.000 Rach.ou tir 14 44 — 6 %, remb. à 500 fr. 4/35 400 397 [149, 685, 912, 696]
table-row: 150.000 15/5 21 47 Wendel et Cie (de) 4 % 1930, remb. à 1000 fr. 25/12/34 862 [916, 1320, 1678, 1330]
table-row: 30.000 Rach.ou tir 21 32 Gaz et Eaux 4 %, remb. à 500 fr. 3/35 [916, 389, 1678, 400]
table-row: 120.000 Rach.ou tir 16 739 — Bons 7 % 1926, r. à 750 fr. 1/35 736 [149, 548, 912, 559]
table-row: 100.000 Rach.ou tir 21 44 Forges et Aciéries de Huta-Bankowa 5 % 1930, remb. à 1000 fr. 16/2/35 [916, 949, 1678, 960]
column-header: Nombre de Titres [918, 184, 957, 203]
table-row: 30.000 Rach.ou tir 23 62 Forces Motrices de Saint-Hippolyte 5 % 1930, r. à 1000 fr. [149, 907, 912, 918]
table-row: 75.000 Rachats 23 55 Aciéries de Micheville 5 % 1931, r. à 1000 fr. 15/11/34 375 [916, 580, 1678, 590]
table-row: 24.000 15/10 23 81 — 6 % 1927, remb. à 1000 fr. 15/3/35 [149, 1425, 912, 1436]
table-row: 7.500 10/11 7 75 Hauts-Fourneaux, Forges et Aciéries de Pompey 4 %, [916, 1077, 1678, 1087]
table-row: 20.000 8/10 33 67 — 6 %, remb. à 1000 fr. 12/34 830 [916, 633, 1678, 643]
table-row: 25.000 Rach.ou tir 26 33 Entreprises Electriques (Cie d') 5 % 1930, r. à 1000 fr. [149, 728, 912, 738]
